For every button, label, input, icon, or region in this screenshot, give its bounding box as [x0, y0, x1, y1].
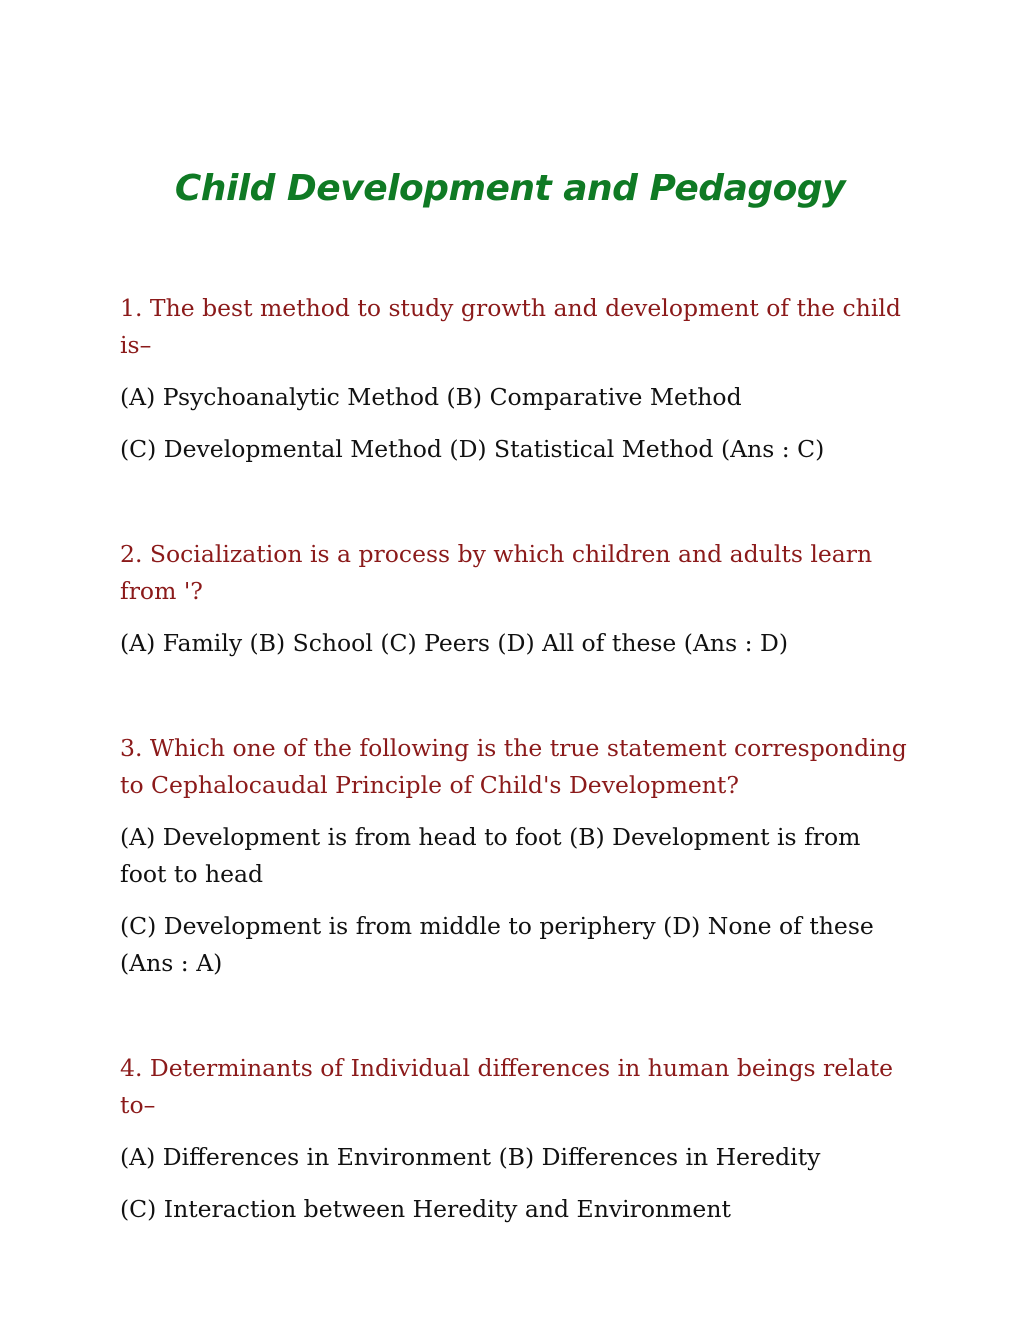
question-text: 3. Which one of the following is the true statement corresponding to Cephalocaudal Principle of Child's Development?	[120, 734, 907, 799]
question-options: (C) Developmental Method (D) Statistical Method (Ans : C)	[120, 435, 825, 463]
question-options: (A) Family (B) School (C) Peers (D) All of these (Ans : D)	[120, 629, 788, 657]
spacer	[120, 677, 910, 730]
question-4	[120, 1050, 910, 1228]
question-options: (C) Development is from middle to periphery (D) None of these (Ans : A)	[120, 912, 874, 977]
question-text: 2. Socialization is a process by which children and adults learn from '?	[120, 540, 873, 605]
document-title: Child Development and Pedagogy	[174, 168, 846, 209]
question-text: 4. Determinants of Individual differences in human beings relate to–	[120, 1054, 894, 1119]
question-1	[120, 290, 910, 468]
spacer	[120, 997, 910, 1050]
question-text: 1. The best method to study growth and development of the child is–	[120, 294, 901, 359]
spacer	[120, 483, 910, 536]
question-options: (A) Psychoanalytic Method (B) Comparative Method	[120, 383, 742, 411]
question-3	[120, 730, 910, 982]
question-options: (C) Interaction between Heredity and Environment	[120, 1195, 731, 1223]
question-list	[120, 290, 910, 1243]
question-options: (A) Development is from head to foot (B) Development is from foot to head	[120, 823, 861, 888]
question-2	[120, 536, 910, 662]
question-options: (A) Differences in Environment (B) Differences in Heredity	[120, 1143, 821, 1171]
